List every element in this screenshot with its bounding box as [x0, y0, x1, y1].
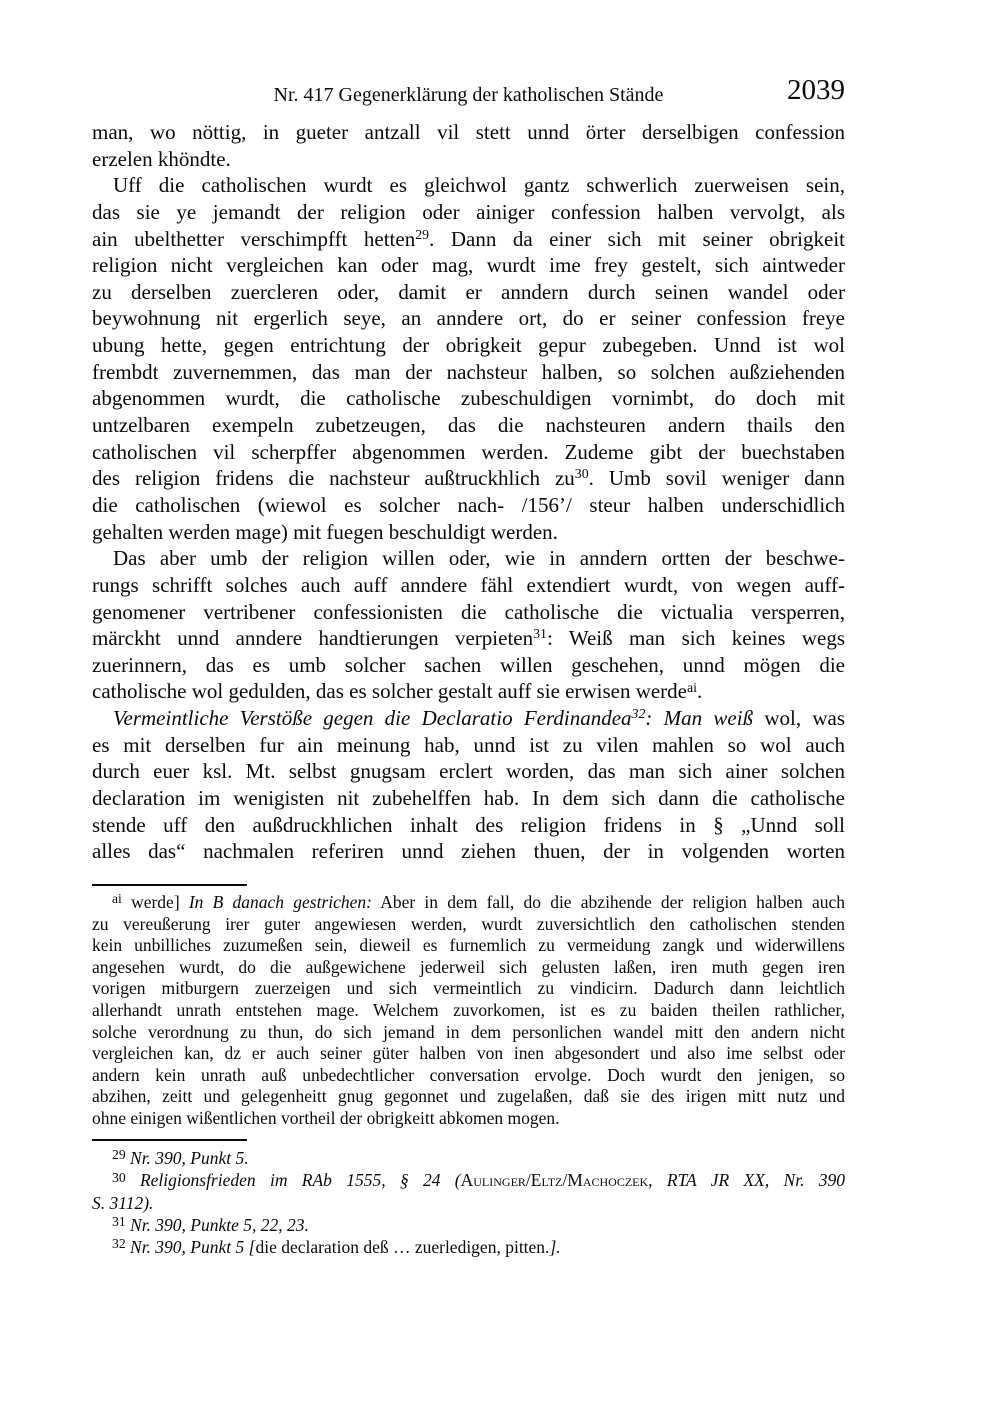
- text-line: [92, 785, 845, 812]
- text-line: [92, 957, 845, 979]
- text-segment: : Man weiß: [645, 706, 754, 731]
- text-line: [92, 385, 845, 412]
- running-title: Nr. 417 Gegenerklärung der katholischen Stände: [273, 84, 664, 106]
- text-segment: RTA JR XX: [666, 1170, 765, 1191]
- text-segment: S. 3112).: [92, 1192, 154, 1213]
- text-segment: declaration im wenigisten nit zubehelffen hab. In dem sich dann die catholische: [92, 786, 845, 811]
- footnote-marker: ai: [112, 892, 122, 907]
- footnote-marker: 29: [415, 226, 430, 242]
- text-segment: solche verordnung zu thun, do sich jemand in dem personlichen wandel mitt den andern nicht: [92, 1021, 845, 1042]
- text-segment: catholische wol gedulden, das es solcher gestalt auff sie erwisen werde: [92, 679, 687, 704]
- text-line: [92, 492, 845, 519]
- text-segment: rungs schrifft solches auch auff anndere fähl extendiert wurdt, von wegen auff-: [92, 572, 845, 597]
- text-segment: werde]: [121, 892, 189, 912]
- text-line: [92, 439, 845, 466]
- text-line: [92, 1043, 845, 1065]
- text-segment: Das aber umb der religion willen oder, wie in anndern ortten der beschwe-: [113, 546, 845, 571]
- text-line: [92, 1065, 845, 1087]
- text-segment: erzelen khöndte.: [92, 146, 231, 171]
- text-segment: ubung hette, gegen entrichtung der obrigkeit gepur zubegeben. Unnd ist wol: [92, 333, 845, 358]
- text-segment: beywohnung nit ergerlich seye, an anndere ort, do er seiner confession freye: [92, 306, 845, 331]
- text-segment: In B danach gestrichen:: [188, 892, 372, 912]
- text-segment: frembdt zuvernemmen, das man der nachsteur halben, so solchen außziehenden: [92, 359, 845, 384]
- text-line: [92, 252, 845, 279]
- text-line: [92, 812, 845, 839]
- text-line: [92, 199, 845, 226]
- apparatus-separator-rule: [92, 884, 247, 886]
- text-segment: : Weiß man sich keines wegs: [546, 626, 845, 651]
- text-line: [92, 412, 845, 439]
- text-segment: man, wo nöttig, in gueter antzall vil stett unnd örter derselbigen confession: [92, 120, 845, 144]
- text-segment: vergleichen kan, dz er auch seiner güter halben von inen abgesondert und also ime selbst oder: [92, 1043, 845, 1064]
- text-segment: ,: [764, 1170, 784, 1191]
- text-line: [92, 572, 845, 599]
- text-line: [92, 279, 845, 306]
- text-segment: .: [697, 679, 703, 704]
- text-segment: alles das“ nachmalen referiren unnd ziehen thuen, der in volgenden worten: [92, 839, 845, 864]
- footnotes: [92, 1147, 845, 1258]
- text-line: [92, 1214, 845, 1236]
- text-segment: Nr. 390, Punkt 5.: [130, 1148, 249, 1168]
- text-line: [92, 1147, 845, 1169]
- text-segment: abgenommen wurdt, die catholische zubeschuldigen vornimbt, do doch mit: [92, 386, 845, 411]
- text-line: [92, 1086, 845, 1108]
- text-segment: /: [525, 1170, 531, 1191]
- text-line: [92, 1000, 845, 1022]
- text-segment: zu derselben zuercleren oder, damit er anndern durch seinen wandel oder: [92, 279, 845, 304]
- text-line: [92, 914, 845, 936]
- footnote-marker: 31: [112, 1214, 126, 1230]
- footnote-marker: 30: [112, 1169, 126, 1185]
- text-segment: das sie ye jemandt der religion oder ainiger confession halben vervolgt, als: [92, 199, 845, 224]
- text-segment: ,: [648, 1170, 667, 1191]
- text-segment: zu vereußerung irer guter angewiesen werden, wurdt zuversichtlich den catholischen stenden: [92, 913, 845, 934]
- text-segment: [126, 1170, 140, 1190]
- text-line: [92, 359, 845, 386]
- text-segment: Aber in dem fall, do die abzihende der religion halben auch: [372, 892, 845, 912]
- footnote-marker: 30: [574, 466, 589, 482]
- footnote-marker: 32: [112, 1236, 126, 1252]
- text-line: [92, 1192, 845, 1214]
- text-line: [92, 172, 845, 199]
- text-line: [92, 226, 845, 253]
- footnotes-separator-rule: [92, 1139, 247, 1141]
- text-line: [92, 599, 845, 626]
- text-segment: . Umb sovil weniger dann: [588, 466, 845, 491]
- text-line: [92, 678, 845, 705]
- page-header: [92, 74, 845, 112]
- text-segment: /: [562, 1170, 568, 1191]
- text-segment: stende uff den außdruckhlichen inhalt des religion fridens in § „Unnd soll: [92, 812, 845, 837]
- text-segment: Uff die catholischen wurdt es gleichwol gantz schwerlich zuerweisen sein,: [113, 173, 845, 198]
- page-number: 2039: [787, 74, 845, 106]
- text-segment: des religion fridens die nachsteur außtruckhlich zu: [92, 466, 575, 491]
- text-segment: Machoczek: [567, 1170, 649, 1191]
- text-segment: abzihen, zeitt und gelegenheitt gnug gegonnet und zugelaßen, daß sie des irigen mitt nutz und: [92, 1086, 845, 1107]
- text-segment: Nr. 390: [783, 1170, 845, 1191]
- text-line: [92, 1169, 845, 1191]
- text-line: [92, 652, 845, 679]
- text-segment: religion nicht vergleichen kan oder mag, wurdt ime frey gestelt, sich aintweder: [92, 253, 845, 278]
- text-segment: Nr. 390, Punkte 5, 22, 23.: [130, 1214, 309, 1235]
- text-line: [92, 935, 845, 957]
- text-line: [92, 1236, 845, 1258]
- text-segment: Vermeintliche Verstöße gegen die Declaratio Ferdinandea: [113, 706, 632, 731]
- text-line: [92, 519, 845, 546]
- text-segment: ain ubelthetter verschimpfft hetten: [92, 226, 416, 251]
- footnote-marker: 29: [112, 1147, 126, 1163]
- text-line: [92, 1022, 845, 1044]
- footnote-marker: 32: [631, 706, 646, 722]
- footnote-marker: 31: [533, 626, 547, 642]
- text-segment: die declaration deß … zuerledigen, pitten.: [255, 1237, 550, 1258]
- text-segment: Nr. 390, Punkt 5 [: [130, 1237, 256, 1258]
- text-segment: märckht unnd anndere handtierungen verpieten: [92, 626, 534, 651]
- text-line: [92, 625, 845, 652]
- text-segment: ohne einigen wißentlichen vortheil der obrigkeitt abkomen mogen.: [92, 1107, 560, 1128]
- text-segment: allerhandt unrath entstehen mage. Welchem zuvorkomen, ist es zu baiden theilen rathlicher,: [92, 999, 845, 1020]
- text-segment: Religionsfrieden im RAb 1555, § 24 (: [139, 1170, 461, 1191]
- text-line: [92, 332, 845, 359]
- text-segment: kein unbilliches zuzumeßen sein, dieweil es furnemlich zu vermeidung zangk und widerwillens: [92, 935, 845, 956]
- text-segment: vorigen mitburgern zuerzeigen und sich vermeintlich zu vindicirn. Dadurch dann leichtlich: [92, 978, 845, 999]
- text-segment: angesehen wurdt, do die außgewichene jederweil sich gelusten laßen, iren muth gegen iren: [92, 956, 845, 977]
- text-segment: Eltz: [530, 1170, 563, 1191]
- text-line: [92, 978, 845, 1000]
- text-line: [92, 146, 845, 173]
- text-segment: zuerinnern, das es umb solcher sachen willen geschehen, unnd mögen die: [92, 652, 845, 677]
- text-line: [92, 892, 845, 914]
- text-segment: genomener vertribener confessionisten die catholische die victualia versperren,: [92, 599, 845, 624]
- text-line: [92, 305, 845, 332]
- text-segment: untzelbaren exempeln zubetzeugen, das die nachsteuren andern thails den: [92, 413, 845, 438]
- text-segment: Aulinger: [460, 1170, 526, 1191]
- text-line: [92, 545, 845, 572]
- critical-apparatus: [92, 892, 845, 1130]
- text-line: [92, 465, 845, 492]
- text-segment: durch euer ksl. Mt. selbst gnugsam erclert worden, das man sich ainer solchen: [92, 759, 845, 784]
- text-segment: catholischen vil scherpffer abgenommen werden. Zudeme gibt der buechstaben: [92, 439, 845, 464]
- main-text: [92, 119, 845, 865]
- text-segment: wol, was: [753, 706, 845, 731]
- text-line: [92, 758, 845, 785]
- footnote-marker: ai: [687, 679, 698, 695]
- text-segment: ].: [549, 1237, 561, 1258]
- text-line: [92, 705, 845, 732]
- text-line: [92, 1108, 845, 1130]
- text-segment: gehalten werden mage) mit fuegen beschuldigt werden.: [92, 519, 558, 544]
- text-segment: es mit derselben fur ain meinung hab, unnd ist zu vilen mahlen so wol auch: [92, 732, 845, 757]
- text-line: [92, 838, 845, 865]
- text-line: [92, 119, 845, 146]
- text-segment: andern kein unrath auß unbedechtlicher conversation ervolge. Doch wurdt den jenigen, so: [92, 1064, 845, 1085]
- text-segment: . Dann da einer sich mit seiner obrigkeit: [429, 226, 845, 251]
- text-line: [92, 732, 845, 759]
- text-segment: die catholischen (wiewol es solcher nach- /156’/ steur halben underschidlich: [92, 492, 845, 517]
